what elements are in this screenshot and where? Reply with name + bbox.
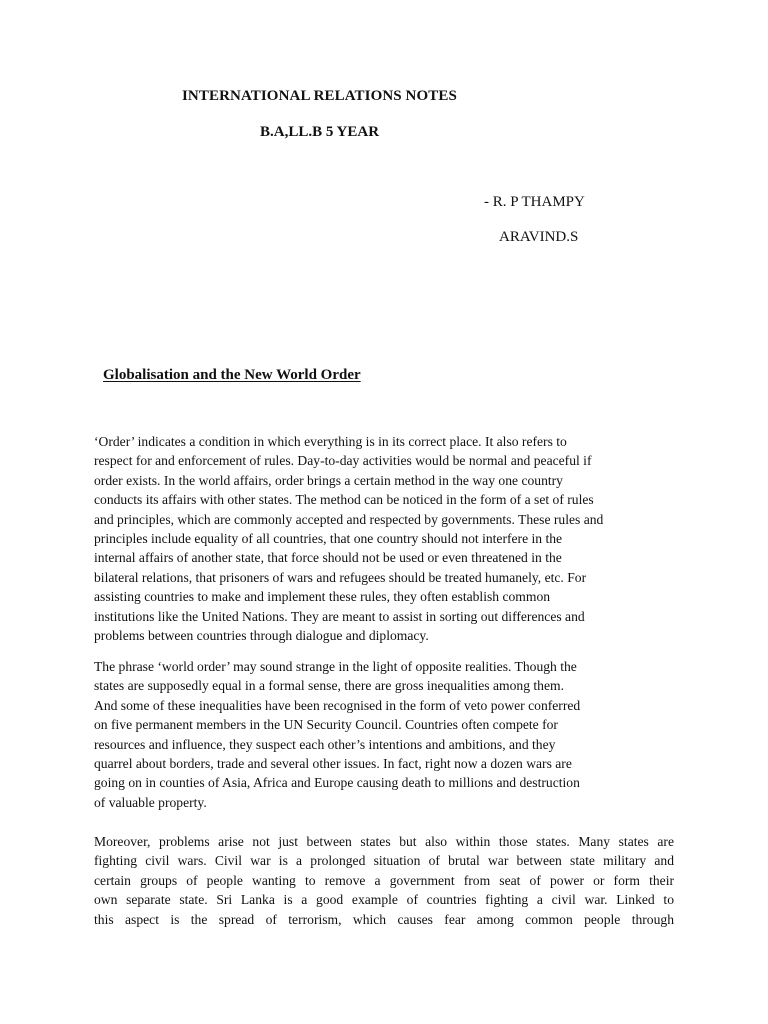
paragraph-line: problems between countries through dialogue and diplomacy. (94, 628, 429, 644)
paragraph-line: internal affairs of another state, that force should not be used or even threatened in the (94, 550, 562, 566)
paragraph-line: quarrel about borders, trade and several other issues. In fact, right now a dozen wars are (94, 756, 572, 772)
paragraph-line: assisting countries to make and implement these rules, they often establish common (94, 589, 551, 605)
paragraph-line: ‘Order’ indicates a condition in which everything is in its correct place. It also refers to (94, 434, 567, 449)
paragraph-1 (94, 432, 603, 645)
paragraph-line: bilateral relations, that prisoners of wars and refugees should be treated humanely, etc. For (94, 569, 587, 585)
paragraph-line: certain groups of people wanting to remove a government from seat of power or form their (94, 872, 674, 888)
paragraph-line: order exists. In the world affairs, order brings a certain method in the way one country (94, 472, 563, 488)
author-name-1: - R. P THAMPY (484, 194, 585, 210)
paragraph-line: The phrase ‘world order’ may sound strange in the light of opposite realities. Though the (94, 659, 577, 674)
paragraph-line: resources and influence, they suspect each other’s intentions and ambitions, and they (94, 736, 556, 752)
document-subtitle: B.A,LL.B 5 YEAR (260, 124, 380, 140)
paragraph-line: and principles, which are commonly accepted and respected by governments. These rules and (94, 511, 604, 527)
paragraph-line: of valuable property. (94, 794, 207, 810)
paragraph-line: this aspect is the spread of terrorism, which causes fear among common people through (94, 911, 674, 927)
paragraph-line: institutions like the United Nations. They are meant to assist in sorting out differences and (94, 608, 585, 624)
paragraph-line: fighting civil wars. Civil war is a prolonged situation of brutal war between state military and (94, 853, 674, 869)
paragraph-line: on five permanent members in the UN Security Council. Countries often compete for (94, 717, 558, 733)
author-name-2: ARAVIND.S (499, 229, 579, 245)
paragraph-line: Moreover, problems arise not just between states but also within those states. Many states are (94, 834, 674, 849)
paragraph-2 (94, 657, 580, 812)
paragraph-line: states are supposedly equal in a formal sense, there are gross inequalities among them. (94, 678, 564, 694)
paragraph-line: And some of these inequalities have been recognised in the form of veto power conferred (94, 697, 581, 713)
paragraph-line: going on in counties of Asia, Africa and Europe causing death to millions and destruction (94, 775, 580, 791)
paragraph-line: own separate state. Sri Lanka is a good example of countries fighting a civil war. Linked to (94, 892, 674, 908)
paragraph-line: respect for and enforcement of rules. Day-to-day activities would be normal and peaceful if (94, 453, 592, 469)
document-title: INTERNATIONAL RELATIONS NOTES (182, 88, 457, 104)
section-heading: Globalisation and the New World Order (103, 367, 361, 383)
paragraph-3 (94, 832, 674, 929)
paragraph-line: conducts its affairs with other states. The method can be noticed in the form of a set of rules (94, 492, 594, 508)
paragraph-line: principles include equality of all countries, that one country should not interfere in the (94, 531, 563, 547)
